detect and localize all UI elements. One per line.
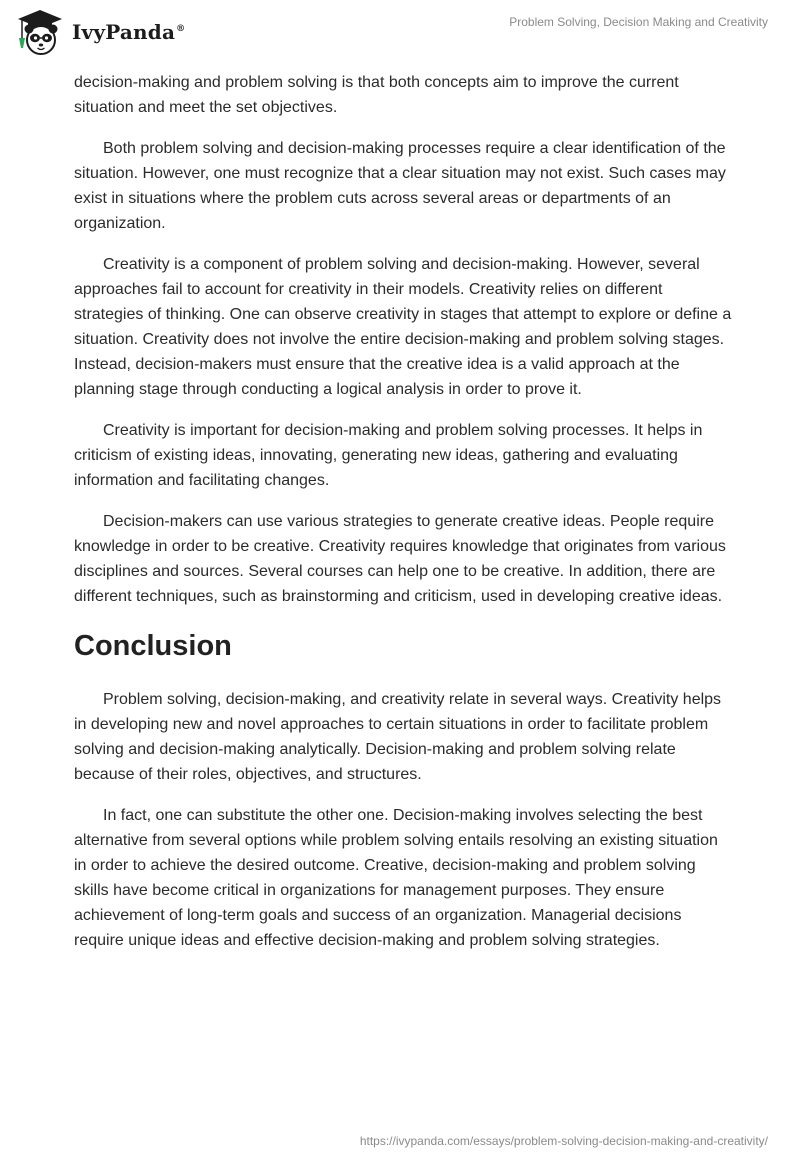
section-heading-conclusion: Conclusion — [74, 630, 232, 662]
paragraph: Creativity is important for decision-making and problem solving processes. It helps in criticism of existing ideas, innovating, generating new ideas, gathering and evaluating information and facilitating changes. — [74, 422, 703, 489]
paragraph: Both problem solving and decision-making processes require a clear identification of the situation. However, one must recognize that a clear situation may not exist. Such cases may exist in situations where the problem cuts across several areas or departments of an organization. — [74, 140, 726, 232]
paragraph: Decision-makers can use various strategies to generate creative ideas. People require knowledge in order to be creative. Creativity requires knowledge that originates from various disciplines and sources. Several courses can help one to be creative. In addition, there are different techniques, such as brainstorming and criticism, used in developing creative ideas. — [74, 513, 726, 605]
source-url[interactable]: https://ivypanda.com/essays/problem-solving-decision-making-and-creativity/ — [359, 1134, 768, 1148]
essay-body — [74, 70, 734, 969]
page-header — [0, 0, 800, 64]
paragraph-continuation: decision-making and problem solving is that both concepts aim to improve the current situation and meet the set objectives. — [74, 74, 679, 116]
paragraph: In fact, one can substitute the other one. Decision-making involves selecting the best alternative from several options while problem solving entails resolving an existing situation in order to achieve the desired outcome. Creative, decision-making and problem solving skills have become critical in organizations for management purposes. They ensure achievement of long-term goals and success of an organization. Managerial decisions require unique ideas and effective decision-making and problem solving strategies. — [74, 807, 718, 949]
panda-mascot-icon — [14, 8, 66, 56]
paragraph: Problem solving, decision-making, and creativity relate in several ways. Creativity helps in developing new and novel approaches to certain situations in order to facilitate problem solving and decision-making analytically. Decision-making and problem solving relate because of their roles, objectives, and structures. — [74, 691, 722, 783]
ivypanda-logo[interactable] — [14, 8, 185, 56]
document-title: Problem Solving, Decision Making and Creativity — [509, 15, 768, 29]
paragraph: Creativity is a component of problem solving and decision-making. However, several approaches fail to account for creativity in their models. Creativity relies on different strategies of thinking. One can observe creativity in stages that attempt to explore or define a situation. Creativity does not involve the entire decision-making and problem solving stages. Instead, decision-makers must ensure that the creative idea is a valid approach at the planning stage through conducting a logical analysis in order to prove it. — [74, 256, 732, 398]
brand-name: IvyPanda® — [72, 20, 186, 44]
